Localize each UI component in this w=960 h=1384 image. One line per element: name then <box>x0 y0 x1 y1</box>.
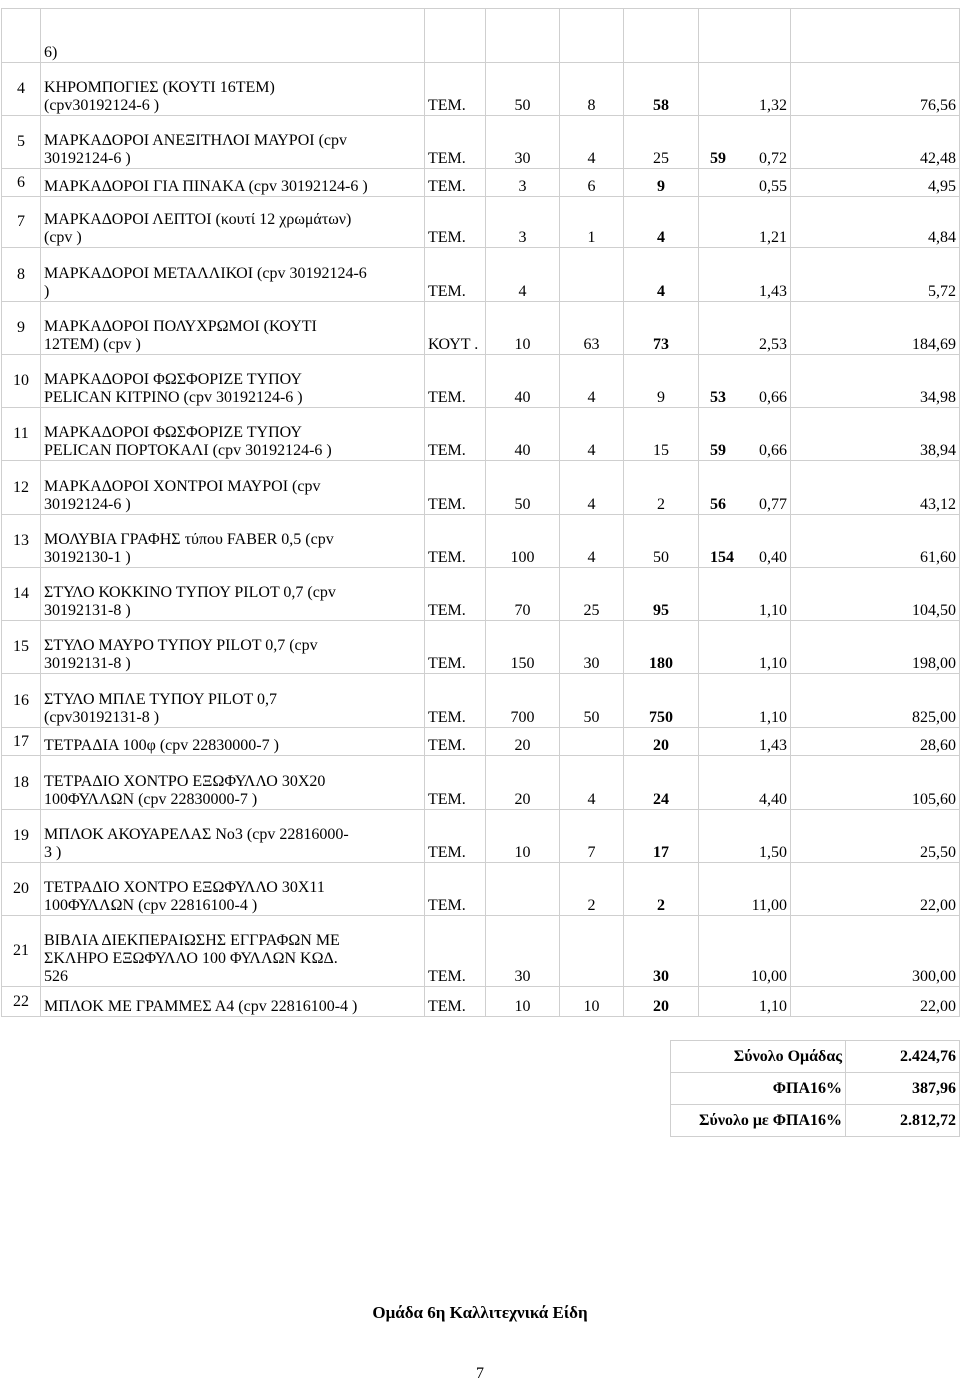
group-title: Ομάδα 6η Καλλιτεχνικά Είδη <box>372 1303 588 1322</box>
table-row <box>2 169 960 197</box>
item-description <box>41 674 425 728</box>
item-number: 14 <box>2 568 41 621</box>
quantity-a: 30 <box>486 916 560 987</box>
quantity-a: 3 <box>486 169 560 197</box>
description-line: ΜΑΡΚΑΔΟΡΟΙ ΦΩΣΦΟΡΙΖΕ ΤΥΠΟΥ <box>44 424 302 441</box>
item-description <box>41 810 425 863</box>
table-row <box>2 197 960 248</box>
item-number: 18 <box>2 756 41 810</box>
item-number: 16 <box>2 674 41 728</box>
unit-price: 0,55 <box>699 169 791 197</box>
item-number: 17 <box>2 728 41 756</box>
description-line: ΜΑΡΚΑΔΟΡΟΙ ΧΟΝΤΡΟΙ ΜΑΥΡΟΙ (cpv <box>44 478 321 495</box>
line-total: 43,12 <box>791 461 960 515</box>
unit-price: 0,66 <box>759 442 787 459</box>
line-total: 22,00 <box>791 987 960 1017</box>
item-description <box>41 916 425 987</box>
quantity-a: 50 <box>486 63 560 116</box>
item-description <box>41 355 425 408</box>
totals-row <box>671 1041 960 1073</box>
item-number: 11 <box>2 408 41 461</box>
description-line: ΜΟΛΥΒΙΑ ΓΡΑΦΗΣ τύπου FABER 0,5 (cpv <box>44 531 334 548</box>
quantity-total-and-price <box>699 461 791 515</box>
unit: ΤΕΜ. <box>425 987 486 1017</box>
quantity-b <box>560 728 624 756</box>
total-label: Σύνολο με ΦΠΑ16% <box>671 1105 846 1137</box>
quantity-b: 63 <box>560 302 624 355</box>
line-total: 25,50 <box>791 810 960 863</box>
line-total: 22,00 <box>791 863 960 916</box>
quantity-total-and-price <box>699 116 791 169</box>
item-description <box>41 621 425 674</box>
total-value: 2.812,72 <box>846 1105 960 1137</box>
quantity-c: 50 <box>624 515 699 568</box>
items-table <box>1 8 960 1017</box>
quantity-a: 3 <box>486 197 560 248</box>
quantity-a: 40 <box>486 408 560 461</box>
unit: ΤΕΜ. <box>425 197 486 248</box>
total-quantity: 20 <box>624 987 699 1017</box>
table-row <box>2 674 960 728</box>
unit-price: 10,00 <box>699 916 791 987</box>
quantity-b: 7 <box>560 810 624 863</box>
unit-price: 2,53 <box>699 302 791 355</box>
quantity-total-and-price <box>699 515 791 568</box>
description-line: ΜΑΡΚΑΔΟΡΟΙ ΑΝΕΞΙΤΗΛΟΙ ΜΑΥΡΟΙ (cpv <box>44 132 348 149</box>
total-quantity: 73 <box>624 302 699 355</box>
quantity-b: 4 <box>560 408 624 461</box>
total-quantity: 58 <box>624 63 699 116</box>
quantity-a: 50 <box>486 461 560 515</box>
total-quantity: 95 <box>624 568 699 621</box>
quantity-a: 150 <box>486 621 560 674</box>
total-value: 2.424,76 <box>846 1041 960 1073</box>
item-number: 10 <box>2 355 41 408</box>
line-total: 4,95 <box>791 169 960 197</box>
line-total: 184,69 <box>791 302 960 355</box>
line-total: 38,94 <box>791 408 960 461</box>
unit-price <box>699 9 791 63</box>
total-quantity: 180 <box>624 621 699 674</box>
total-quantity: 4 <box>624 248 699 302</box>
unit-price: 1,10 <box>699 674 791 728</box>
unit <box>425 9 486 63</box>
line-total: 825,00 <box>791 674 960 728</box>
description-line: ΜΠΛΟΚ ΜΕ ΓΡΑΜΜΕΣ Α4 (cpv 22816100-4 ) <box>44 998 358 1015</box>
description-line: ΒΙΒΛΙΑ ΔΙΕΚΠΕΡΑΙΩΣΗΣ ΕΓΓΡΑΦΩΝ ΜΕ <box>44 932 340 949</box>
total-quantity: 2 <box>624 863 699 916</box>
quantity-a: 10 <box>486 302 560 355</box>
table-row <box>2 408 960 461</box>
table-row <box>2 621 960 674</box>
item-description <box>41 408 425 461</box>
unit: ΤΕΜ. <box>425 810 486 863</box>
unit: ΤΕΜ. <box>425 916 486 987</box>
description-line: 30192130-1 ) <box>44 549 131 566</box>
item-number: 5 <box>2 116 41 169</box>
total-quantity: 9 <box>624 169 699 197</box>
item-number: 15 <box>2 621 41 674</box>
quantity-b: 4 <box>560 461 624 515</box>
description-line: ΜΑΡΚΑΔΟΡΟΙ ΛΕΠΤΟΙ (κουτί 12 χρωμάτων) <box>44 211 352 228</box>
quantity-b <box>560 9 624 63</box>
line-total: 61,60 <box>791 515 960 568</box>
unit: ΤΕΜ. <box>425 756 486 810</box>
item-number: 19 <box>2 810 41 863</box>
unit: ΤΕΜ. <box>425 515 486 568</box>
description-line: (cpv30192131-8 ) <box>44 709 160 726</box>
description-line: ΜΑΡΚΑΔΟΡΟΙ ΦΩΣΦΟΡΙΖΕ ΤΥΠΟΥ <box>44 371 302 388</box>
description-line: ) <box>44 283 50 300</box>
item-description <box>41 461 425 515</box>
unit: ΤΕΜ. <box>425 674 486 728</box>
quantity-b: 4 <box>560 355 624 408</box>
totals-row <box>671 1073 960 1105</box>
line-total: 76,56 <box>791 63 960 116</box>
quantity-a: 700 <box>486 674 560 728</box>
total-quantity: 4 <box>624 197 699 248</box>
quantity-b: 6 <box>560 169 624 197</box>
unit-price: 1,43 <box>699 728 791 756</box>
table-row <box>2 863 960 916</box>
item-number: 20 <box>2 863 41 916</box>
quantity-total-and-price <box>699 355 791 408</box>
quantity-b: 4 <box>560 756 624 810</box>
description-line: ΣΤΥΛΟ ΚΟΚΚΙΝΟ ΤΥΠΟΥ PILOT 0,7 (cpv <box>44 584 336 601</box>
quantity-c: 2 <box>624 461 699 515</box>
line-total: 5,72 <box>791 248 960 302</box>
total-label: ΦΠΑ16% <box>671 1073 846 1105</box>
quantity-b: 1 <box>560 197 624 248</box>
item-description <box>41 116 425 169</box>
unit: ΤΕΜ. <box>425 63 486 116</box>
quantity-a: 20 <box>486 756 560 810</box>
quantity-c: 25 <box>624 116 699 169</box>
description-line: 30192124-6 ) <box>44 496 131 513</box>
description-line: ΜΠΛΟΚ ΑΚΟΥΑΡΕΛΑΣ Νο3 (cpv 22816000- <box>44 826 349 843</box>
line-total: 42,48 <box>791 116 960 169</box>
item-number <box>2 9 41 63</box>
totals-row <box>671 1105 960 1137</box>
description-line: ΜΑΡΚΑΔΟΡΟΙ ΓΙΑ ΠΙΝΑΚΑ (cpv 30192124-6 ) <box>44 178 368 195</box>
item-number: 12 <box>2 461 41 515</box>
item-description <box>41 568 425 621</box>
line-total: 300,00 <box>791 916 960 987</box>
unit-price: 4,40 <box>699 756 791 810</box>
description-line: 3 ) <box>44 844 62 861</box>
description-line: (cpv30192124-6 ) <box>44 97 160 114</box>
item-description <box>41 987 425 1017</box>
description-line: ΣΤΥΛΟ ΜΠΛΕ ΤΥΠΟΥ PILOT 0,7 <box>44 691 278 708</box>
item-description <box>41 302 425 355</box>
description-line: ΤΕΤΡΑΔΙΟ ΧΟΝΤΡΟ ΕΞΩΦΥΛΛΟ 30Χ20 <box>44 773 326 790</box>
table-row <box>2 756 960 810</box>
line-total: 198,00 <box>791 621 960 674</box>
unit-price: 11,00 <box>699 863 791 916</box>
table-row <box>2 302 960 355</box>
item-number: 13 <box>2 515 41 568</box>
quantity-a: 20 <box>486 728 560 756</box>
line-total: 105,60 <box>791 756 960 810</box>
description-line: 526 <box>44 968 68 985</box>
description-line: 100ΦΥΛΛΩΝ (cpv 22816100-4 ) <box>44 897 258 914</box>
total-quantity: 56 <box>710 496 726 513</box>
item-number: 4 <box>2 63 41 116</box>
quantity-b: 8 <box>560 63 624 116</box>
line-total <box>791 9 960 63</box>
table-row <box>2 461 960 515</box>
total-quantity: 59 <box>710 150 726 167</box>
unit: ΤΕΜ. <box>425 728 486 756</box>
quantity-b: 10 <box>560 987 624 1017</box>
quantity-b <box>560 916 624 987</box>
item-description <box>41 756 425 810</box>
item-description <box>41 728 425 756</box>
total-value: 387,96 <box>846 1073 960 1105</box>
unit: ΤΕΜ. <box>425 568 486 621</box>
total-quantity: 53 <box>710 389 726 406</box>
description-line: 30192131-8 ) <box>44 602 131 619</box>
description-line: PELICAN ΠΟΡΤΟΚΑΛΙ (cpv 30192124-6 ) <box>44 442 332 459</box>
quantity-b: 25 <box>560 568 624 621</box>
table-row <box>2 63 960 116</box>
unit: ΤΕΜ. <box>425 169 486 197</box>
quantity-a: 70 <box>486 568 560 621</box>
item-number: 8 <box>2 248 41 302</box>
total-quantity: 59 <box>710 442 726 459</box>
unit: ΚΟΥΤ . <box>425 302 486 355</box>
unit: ΤΕΜ. <box>425 408 486 461</box>
unit-price: 1,21 <box>699 197 791 248</box>
totals-table <box>670 1040 960 1137</box>
unit: ΤΕΜ. <box>425 621 486 674</box>
description-line: ΜΑΡΚΑΔΟΡΟΙ ΠΟΛΥΧΡΩΜΟΙ (ΚΟΥΤΙ <box>44 318 317 335</box>
unit-price: 1,10 <box>699 568 791 621</box>
quantity-a: 100 <box>486 515 560 568</box>
table-row <box>2 987 960 1017</box>
unit: ΤΕΜ. <box>425 355 486 408</box>
table-row <box>2 116 960 169</box>
unit-price: 1,50 <box>699 810 791 863</box>
description-line: ΤΕΤΡΑΔΙΟ ΧΟΝΤΡΟ ΕΞΩΦΥΛΛΟ 30Χ11 <box>44 879 325 896</box>
item-description <box>41 197 425 248</box>
description-line: ΤΕΤΡΑΔΙΑ 100φ (cpv 22830000-7 ) <box>44 737 279 754</box>
table-row <box>2 568 960 621</box>
description-line: 30192124-6 ) <box>44 150 131 167</box>
quantity-b: 30 <box>560 621 624 674</box>
quantity-a: 40 <box>486 355 560 408</box>
table-row <box>2 355 960 408</box>
item-description <box>41 9 425 63</box>
unit: ΤΕΜ. <box>425 116 486 169</box>
quantity-a <box>486 9 560 63</box>
description-line: ΣΚΛΗΡΟ ΕΞΩΦΥΛΛΟ 100 ΦΥΛΛΩΝ ΚΩΔ. <box>44 950 338 967</box>
unit-price: 0,72 <box>759 150 787 167</box>
quantity-c: 9 <box>624 355 699 408</box>
unit: ΤΕΜ. <box>425 248 486 302</box>
item-description <box>41 863 425 916</box>
quantity-b <box>560 248 624 302</box>
quantity-b: 2 <box>560 863 624 916</box>
total-label: Σύνολο Ομάδας <box>671 1041 846 1073</box>
item-number: 6 <box>2 169 41 197</box>
item-number: 21 <box>2 916 41 987</box>
total-quantity: 17 <box>624 810 699 863</box>
line-total: 34,98 <box>791 355 960 408</box>
line-total: 4,84 <box>791 197 960 248</box>
quantity-b: 4 <box>560 515 624 568</box>
unit: ΤΕΜ. <box>425 863 486 916</box>
table-row <box>2 515 960 568</box>
description-line: 6) <box>44 44 58 61</box>
description-line: 12ΤΕΜ) (cpv ) <box>44 336 141 353</box>
total-quantity: 24 <box>624 756 699 810</box>
unit-price: 0,77 <box>759 496 787 513</box>
unit-price: 1,10 <box>699 987 791 1017</box>
table-row <box>2 728 960 756</box>
table-row <box>2 9 960 63</box>
quantity-b: 50 <box>560 674 624 728</box>
quantity-a: 4 <box>486 248 560 302</box>
table-row <box>2 248 960 302</box>
description-line: 30192131-8 ) <box>44 655 131 672</box>
total-quantity: 30 <box>624 916 699 987</box>
unit-price: 0,40 <box>759 549 787 566</box>
page-number: 7 <box>476 1365 484 1382</box>
description-line: ΚΗΡΟΜΠΟΓΙΕΣ (ΚΟΥΤΙ 16ΤΕΜ) <box>44 79 275 96</box>
description-line: ΜΑΡΚΑΔΟΡΟΙ ΜΕΤΑΛΛΙΚΟΙ (cpv 30192124-6 <box>44 265 367 282</box>
item-description <box>41 248 425 302</box>
unit: ΤΕΜ. <box>425 461 486 515</box>
description-line: 100ΦΥΛΛΩΝ (cpv 22830000-7 ) <box>44 791 258 808</box>
line-total: 28,60 <box>791 728 960 756</box>
table-row <box>2 810 960 863</box>
quantity-a: 30 <box>486 116 560 169</box>
total-quantity: 20 <box>624 728 699 756</box>
description-line: PELICAN ΚΙΤΡΙΝΟ (cpv 30192124-6 ) <box>44 389 303 406</box>
item-number: 22 <box>2 987 41 1017</box>
line-total: 104,50 <box>791 568 960 621</box>
item-description <box>41 515 425 568</box>
item-number: 7 <box>2 197 41 248</box>
total-quantity: 750 <box>624 674 699 728</box>
unit-price: 1,32 <box>699 63 791 116</box>
total-quantity <box>624 9 699 63</box>
description-line: ΣΤΥΛΟ ΜΑΥΡΟ ΤΥΠΟΥ PILOT 0,7 (cpv <box>44 637 318 654</box>
quantity-c: 15 <box>624 408 699 461</box>
quantity-a: 10 <box>486 810 560 863</box>
unit-price: 0,66 <box>759 389 787 406</box>
item-number: 9 <box>2 302 41 355</box>
item-description <box>41 63 425 116</box>
unit-price: 1,43 <box>699 248 791 302</box>
item-description <box>41 169 425 197</box>
unit-price: 1,10 <box>699 621 791 674</box>
quantity-b: 4 <box>560 116 624 169</box>
quantity-a: 10 <box>486 987 560 1017</box>
table-row <box>2 916 960 987</box>
quantity-total-and-price <box>699 408 791 461</box>
quantity-a <box>486 863 560 916</box>
description-line: (cpv ) <box>44 229 82 246</box>
total-quantity: 154 <box>710 549 734 566</box>
